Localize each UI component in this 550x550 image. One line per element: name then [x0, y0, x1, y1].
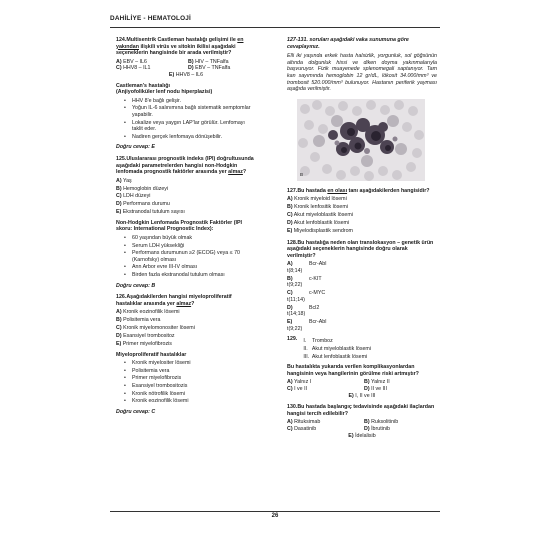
- question-number: 125.: [116, 155, 127, 162]
- list-item: • Kronik miyelositer lösemi: [124, 360, 256, 367]
- figure-label: B: [300, 172, 304, 178]
- option-d-product: Bcl2: [309, 304, 320, 311]
- explanation-title: Miyeloproliferatif hastalıklar: [116, 351, 187, 358]
- question-text: Uluslararası prognostik indeks (IPI) doğrultusunda aşağıdaki parametrelerden hangisi non-Hodgkin lenfomada prognostik faktörler arasında yer: [116, 155, 254, 176]
- question-number: 126.: [116, 294, 127, 301]
- option-a[interactable]: A) t(8;14): [287, 261, 303, 274]
- option-e[interactable]: E) Primer miyelofibrozis: [116, 340, 172, 347]
- right-column: [287, 37, 437, 441]
- option-c[interactable]: C) I ve II: [287, 385, 308, 392]
- question-number: 130.: [287, 404, 298, 411]
- option-a[interactable]: A) Kronik miyeloid lösemi: [287, 196, 347, 203]
- list-item: • 60 yaşından büyük olmak: [124, 235, 256, 242]
- list-item: • Esansiyel trombositozis: [124, 383, 256, 390]
- option-d[interactable]: D) Esansiyel trombositoz: [116, 333, 175, 340]
- option-e[interactable]: E) I, II ve III: [348, 392, 376, 399]
- question-emphasis: en olası: [327, 187, 348, 194]
- option-a[interactable]: A) Kronik eozinofilik lösemi: [116, 309, 180, 316]
- option-c[interactable]: C) LDH düzeyi: [116, 193, 151, 200]
- question-text-end: ?: [242, 169, 247, 176]
- options-129: [287, 379, 437, 399]
- footer-divider: [110, 511, 440, 512]
- answer-124: Doğru cevap: E: [116, 144, 155, 151]
- options-125: [116, 178, 256, 216]
- explanation-title: Non-Hodgkin Lenfomada Prognostik Faktörler (IPI skoru: International Prognostic Index):: [116, 219, 242, 233]
- option-a[interactable]: A) Yaş: [116, 177, 132, 184]
- option-e[interactable]: E) İdelalisib: [348, 432, 376, 439]
- option-b[interactable]: B) Yalnız II: [364, 379, 390, 386]
- list-item: • Yoğun IL-6 salınımına bağlı sistematik semptomlar yapabilir.: [124, 105, 256, 118]
- answer-126: Doğru cevap: C: [116, 408, 156, 415]
- question-128: [287, 240, 437, 260]
- page-number: 26: [271, 513, 279, 519]
- list-item: II. Akut miyeloblastik lösemi: [303, 346, 372, 352]
- question-text-end: ilişkili virüs ve sitokin ikilisi aşağıdaki seçeneklerin hangisinde bir arada verilmiştir?: [116, 43, 236, 57]
- list-item: • Primer miyelofibrozis: [124, 375, 256, 382]
- option-b[interactable]: B) t(9;22): [287, 275, 303, 289]
- page-header: [110, 14, 440, 28]
- list-item: III. Akut lenfoblastik lösemi: [303, 353, 368, 360]
- option-c[interactable]: C) Dasatinib: [287, 425, 317, 432]
- option-b[interactable]: B) Ruksolitinib: [364, 419, 399, 426]
- question-129-stem: [287, 336, 437, 362]
- option-a[interactable]: A) Yalnız I: [287, 379, 312, 386]
- complication-list: [303, 337, 371, 361]
- blood-smear-illustration: [297, 99, 425, 181]
- question-text: Bu hastada başlangıç tedavisinde aşağıdaki ilaçlardan hangisi tercih edilebilir?: [287, 404, 435, 417]
- list-item: • Polisitemia vera: [124, 368, 256, 375]
- option-b-product: c-KIT: [309, 275, 322, 282]
- option-c-product: c-MYC: [309, 290, 326, 297]
- list-item: • Kronik nötrofilik lösemi: [124, 391, 256, 398]
- question-text: Bu hastada: [297, 187, 328, 194]
- question-number: 129.: [287, 336, 298, 343]
- explanation-list: [124, 235, 256, 279]
- question-number: 127.: [287, 187, 298, 194]
- options-126: [116, 309, 256, 347]
- option-e[interactable]: E) t(9;22): [287, 319, 303, 332]
- question-text-end: tanı aşağıdakilerden hangisidir?: [347, 187, 430, 194]
- option-e[interactable]: E) Ekstranodal tutulum sayısı: [116, 209, 185, 216]
- option-b[interactable]: B) HIV – TNFalfa: [188, 58, 229, 65]
- question-text: Bu hastalığa neden olan translokasyon – genetik ürün aşağıdaki seçeneklerin hangisinde doğru olarak verilmiştir?: [287, 239, 434, 259]
- case-heading: 127-131. soruları aşağıdaki vaka sunumuna göre cevaplayınız.: [287, 37, 409, 50]
- options-130: [287, 419, 437, 439]
- list-item: • Birden fazla ekstranodal tutulum olması: [124, 272, 256, 279]
- question-text: Aşağıdakilerden hangisi miyeloproliferatif hastalıklar arasında yer: [116, 294, 232, 307]
- explanation-list: [124, 98, 256, 141]
- question-emphasis: almaz: [228, 169, 243, 176]
- option-e[interactable]: E) Miyelodisplastik sendrom: [287, 227, 353, 234]
- option-c[interactable]: C) t(11;14): [287, 290, 305, 303]
- option-d[interactable]: D) EBV – TNFalfa: [188, 65, 231, 72]
- option-b[interactable]: B) Hemoglobin düzeyi: [116, 185, 169, 192]
- list-item: • HHV 8'e bağlı gelişir.: [124, 98, 256, 105]
- question-126: [116, 294, 256, 307]
- options-124: [116, 59, 256, 79]
- answer-125: Doğru cevap: B: [116, 282, 156, 289]
- explanation-list: [124, 360, 256, 405]
- case-text: Elli iki yaşında erkek hasta halsizlik, yorgunluk, sol göğsünün altında dolgunluk hissi ve diken doyma yakınmalarıyla başvuruyor. Fizik muayenede splenomegali saptanıyor. Tam kan sayımında hemoglobin 12 gr/dL, lökosit 34.000/mm³ ve trombosit 520.000/mm³ bulunuyor. Hastanın periferik yayması aşağıda verilmiştir.: [287, 53, 437, 93]
- option-a[interactable]: A) EBV – IL6: [116, 58, 147, 65]
- question-number: 124.: [116, 37, 127, 43]
- question-text: Multisentrik Castleman hastalığı gelişimi ile: [126, 37, 238, 43]
- explanation-title: Castleman's hastalığı (Anjiyofoliküler lenf nodu hiperplazisi): [116, 82, 213, 96]
- options-127: [287, 196, 437, 234]
- question-130: [287, 404, 437, 417]
- list-item: • Lokalize veya yaygın LAP'lar görülür. Lenfomayı taklit eder.: [124, 120, 256, 133]
- question-125: [116, 156, 256, 176]
- question-text-end: ?: [191, 300, 195, 307]
- question-number: 128.: [287, 239, 298, 246]
- left-column: [116, 37, 256, 420]
- option-d[interactable]: D) II ve III: [364, 385, 387, 392]
- question-emphasis: almaz: [176, 300, 192, 307]
- list-item: • Nadiren gerçek lenfomaya dönüşebilir.: [124, 134, 256, 141]
- option-d[interactable]: D) İbrutinib: [364, 425, 390, 432]
- list-item: I. Tromboz: [303, 338, 333, 345]
- question-127: [287, 188, 437, 195]
- question-124: [116, 37, 256, 57]
- option-c[interactable]: C) HHV8 – IL1: [116, 65, 151, 72]
- option-a-product: Bcr-Abl: [309, 261, 327, 268]
- option-a[interactable]: A) Rituksimab: [287, 419, 321, 426]
- option-d[interactable]: D) Akut lenfoblastik lösemi: [287, 220, 350, 227]
- option-e-product: Bcr-Abl: [309, 319, 327, 326]
- option-c[interactable]: C) Akut miyeloblastik lösemi: [287, 212, 353, 219]
- question-emphasis: en yakından: [116, 37, 244, 50]
- list-item: • Ann Arbor evre III-IV olması: [124, 264, 256, 271]
- option-c[interactable]: C) Kronik miyelomonositer lösemi: [116, 325, 195, 332]
- list-item: • Performans durumunun ≥2 (ECOG) veya ≤ 70 (Karnofsky) olması: [124, 250, 256, 263]
- list-item: • Serum LDH yüksekliği: [124, 243, 256, 250]
- option-d[interactable]: D) t(14;18): [287, 304, 306, 318]
- option-b[interactable]: B) Polisitemia vera: [116, 317, 161, 324]
- header-title: DAHİLİYE - HEMATOLOJİ: [110, 15, 192, 22]
- option-d[interactable]: D) Performans durumu: [116, 201, 170, 208]
- option-b[interactable]: B) Kronik lenfositik lösemi: [287, 204, 348, 211]
- options-128: [287, 261, 437, 332]
- blood-smear-image: [297, 99, 425, 181]
- question-129: Bu hastalıkta yukarıda verilen komplikasyonlardan hangisinin veya hangilerinin görülme riski artmıştır?: [287, 364, 419, 377]
- list-item: • Kronik eozinofilik lösemi: [124, 398, 256, 405]
- option-e[interactable]: E) HHV8 – IL6: [168, 71, 204, 78]
